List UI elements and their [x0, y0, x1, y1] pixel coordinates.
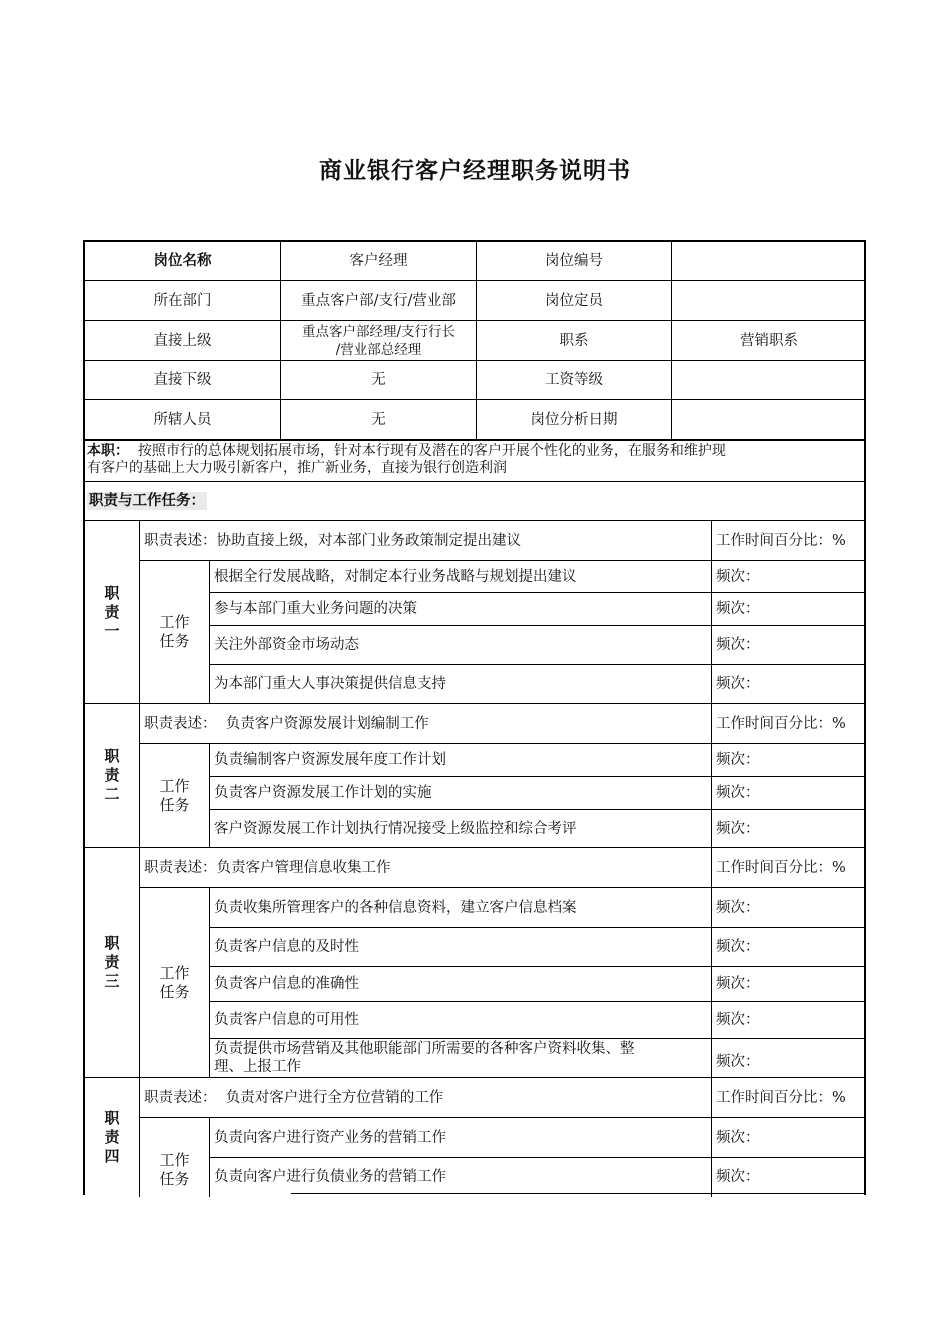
duty-3-task-1: 负责收集所管理客户的各种信息资料，建立客户信息档案 — [214, 899, 577, 916]
value-job-family: 营销职系 — [740, 332, 798, 349]
duty-3-task-5 — [210, 1039, 711, 1077]
label-salary-grade: 工资等级 — [545, 372, 603, 388]
duty-3-char-2: 责 — [104, 953, 120, 971]
task-label-line2: 任务 — [159, 795, 190, 814]
duty-4-desc: 职责表述： 负责对客户进行全方位营销的工作 — [144, 1089, 444, 1106]
duty-3-freq-3: 频次： — [716, 976, 760, 992]
label-direct-supervisor: 直接上级 — [153, 332, 212, 349]
duty-1-desc: 职责表述：协助直接上级，对本部门业务政策制定提出建议 — [144, 532, 521, 549]
label-department: 所在部门 — [153, 292, 212, 309]
task-label-line1: 工作 — [159, 613, 190, 631]
task-label-line2: 任务 — [159, 1169, 190, 1188]
value-direct-subordinate: 无 — [371, 372, 386, 388]
value-analysis-date — [672, 400, 866, 439]
duty-2-char-2: 责 — [104, 766, 120, 784]
value-direct-supervisor-line1: 重点客户部经理/支行行长 — [301, 323, 456, 340]
value-staff-managed: 无 — [371, 411, 386, 428]
main-duty-line2: 有客户的基础上大力吸引新客户，推广新业务，直接为银行创造利润 — [87, 460, 507, 476]
main-duty-label: 本职： — [87, 443, 129, 459]
section-header — [87, 482, 864, 520]
main-duty-line1: 按照市行的总体规划拓展市场，针对本行现有及潜在的客户开展个性化的业务，在服务和维护现 — [137, 443, 726, 459]
duty-4-task-1: 负责向客户进行资产业务的营销工作 — [214, 1129, 446, 1146]
duty-1-freq-2: 频次： — [716, 601, 760, 617]
duty-4-freq-1: 频次： — [716, 1129, 760, 1146]
duty-4-task-2: 负责向客户进行负债业务的营销工作 — [214, 1169, 446, 1185]
task-label-line1: 工作 — [159, 1150, 190, 1169]
duty-1-freq-3: 频次： — [716, 637, 760, 653]
duty-2-desc: 职责表述： 负责客户资源发展计划编制工作 — [144, 715, 429, 732]
duty-1-freq-1: 频次： — [716, 568, 760, 585]
section-header-label: 职责与工作任务： — [89, 493, 205, 509]
duty-1-task-2: 参与本部门重大业务问题的决策 — [214, 601, 417, 617]
duty-1-char-2: 责 — [104, 602, 120, 621]
duty-2-freq-3: 频次： — [716, 820, 760, 837]
duty-2-name — [85, 704, 139, 847]
duty-3-task-2: 负责客户信息的及时性 — [214, 939, 359, 955]
duty-1-task-label — [140, 561, 209, 703]
duty-1-task-1: 根据全行发展战略，对制定本行业务战略与规划提出建议 — [214, 568, 577, 585]
duty-4-task-label — [140, 1118, 209, 1197]
duty-3-freq-2: 频次： — [716, 939, 760, 955]
main-duty — [87, 442, 864, 480]
duty-4-char-2: 责 — [104, 1128, 120, 1146]
duty-2-freq-2: 频次： — [716, 785, 760, 801]
label-position-name: 岗位名称 — [153, 253, 212, 269]
duty-4-freq-2: 频次： — [716, 1169, 760, 1185]
duty-1-task-4: 为本部门重大人事决策提供信息支持 — [214, 676, 446, 692]
duty-4-name — [85, 1078, 139, 1197]
label-analysis-date: 岗位分析日期 — [530, 411, 618, 428]
duty-1-char-3: 一 — [104, 621, 120, 640]
label-staff-managed: 所辖人员 — [153, 411, 212, 428]
value-position-code — [672, 242, 866, 280]
duty-1-name — [85, 521, 139, 703]
duty-2-char-3: 二 — [104, 785, 120, 803]
duty-3-freq-1: 频次： — [716, 899, 760, 916]
duty-4-pct: 工作时间百分比：% — [716, 1089, 846, 1106]
duty-3-desc: 职责表述：负责客户管理信息收集工作 — [144, 859, 391, 876]
duty-2-char-1: 职 — [104, 747, 120, 765]
label-job-family: 职系 — [559, 332, 589, 349]
duty-1-task-3: 关注外部资金市场动态 — [214, 637, 359, 653]
task-label-line2: 任务 — [159, 982, 190, 1001]
duty-4-char-1: 职 — [104, 1109, 120, 1127]
duty-3-char-1: 职 — [104, 934, 120, 952]
duty-3-freq-5: 频次： — [716, 1054, 760, 1070]
duty-3-task-5-line1: 负责提供市场营销及其他职能部门所需要的各种客户资料收集、整 — [214, 1041, 635, 1057]
value-department: 重点客户部/支行/营业部 — [301, 292, 456, 309]
duty-1-freq-4: 频次： — [716, 676, 760, 692]
duty-3-task-label — [140, 888, 209, 1077]
duty-3-pct: 工作时间百分比：% — [716, 859, 846, 876]
duty-1-pct: 工作时间百分比：% — [716, 532, 846, 549]
duty-2-pct: 工作时间百分比：% — [716, 715, 846, 732]
label-headcount: 岗位定员 — [545, 292, 603, 309]
duty-3-freq-4: 频次： — [716, 1012, 760, 1028]
duty-1-char-1: 职 — [104, 583, 120, 602]
page-title: 商业银行客户经理职务说明书 — [319, 158, 631, 184]
duty-3-task-4: 负责客户信息的可用性 — [214, 1012, 359, 1028]
value-direct-supervisor — [281, 321, 476, 360]
label-position-code: 岗位编号 — [545, 253, 603, 269]
task-label-line1: 工作 — [159, 776, 190, 795]
task-label-line1: 工作 — [159, 963, 190, 982]
label-direct-subordinate: 直接下级 — [153, 372, 212, 388]
duty-3-task-5-line2: 理、上报工作 — [214, 1059, 301, 1075]
duty-3-task-3: 负责客户信息的准确性 — [214, 976, 359, 992]
duty-2-task-label — [140, 744, 209, 847]
duty-2-task-2: 负责客户资源发展工作计划的实施 — [214, 785, 432, 801]
duty-4-char-3: 四 — [104, 1147, 120, 1165]
task-label-line2: 任务 — [159, 632, 190, 650]
value-salary-grade — [672, 361, 866, 399]
duty-3-char-3: 三 — [104, 972, 120, 990]
value-position-name: 客户经理 — [349, 253, 408, 269]
value-direct-supervisor-line2: /营业部总经理 — [335, 341, 422, 358]
duty-2-freq-1: 频次： — [716, 752, 760, 768]
job-description-table — [83, 240, 866, 1195]
value-headcount — [672, 281, 866, 320]
duty-2-task-3: 客户资源发展工作计划执行情况接受上级监控和综合考评 — [214, 820, 577, 837]
duty-3-name — [85, 848, 139, 1077]
duty-2-task-1: 负责编制客户资源发展年度工作计划 — [214, 752, 446, 768]
